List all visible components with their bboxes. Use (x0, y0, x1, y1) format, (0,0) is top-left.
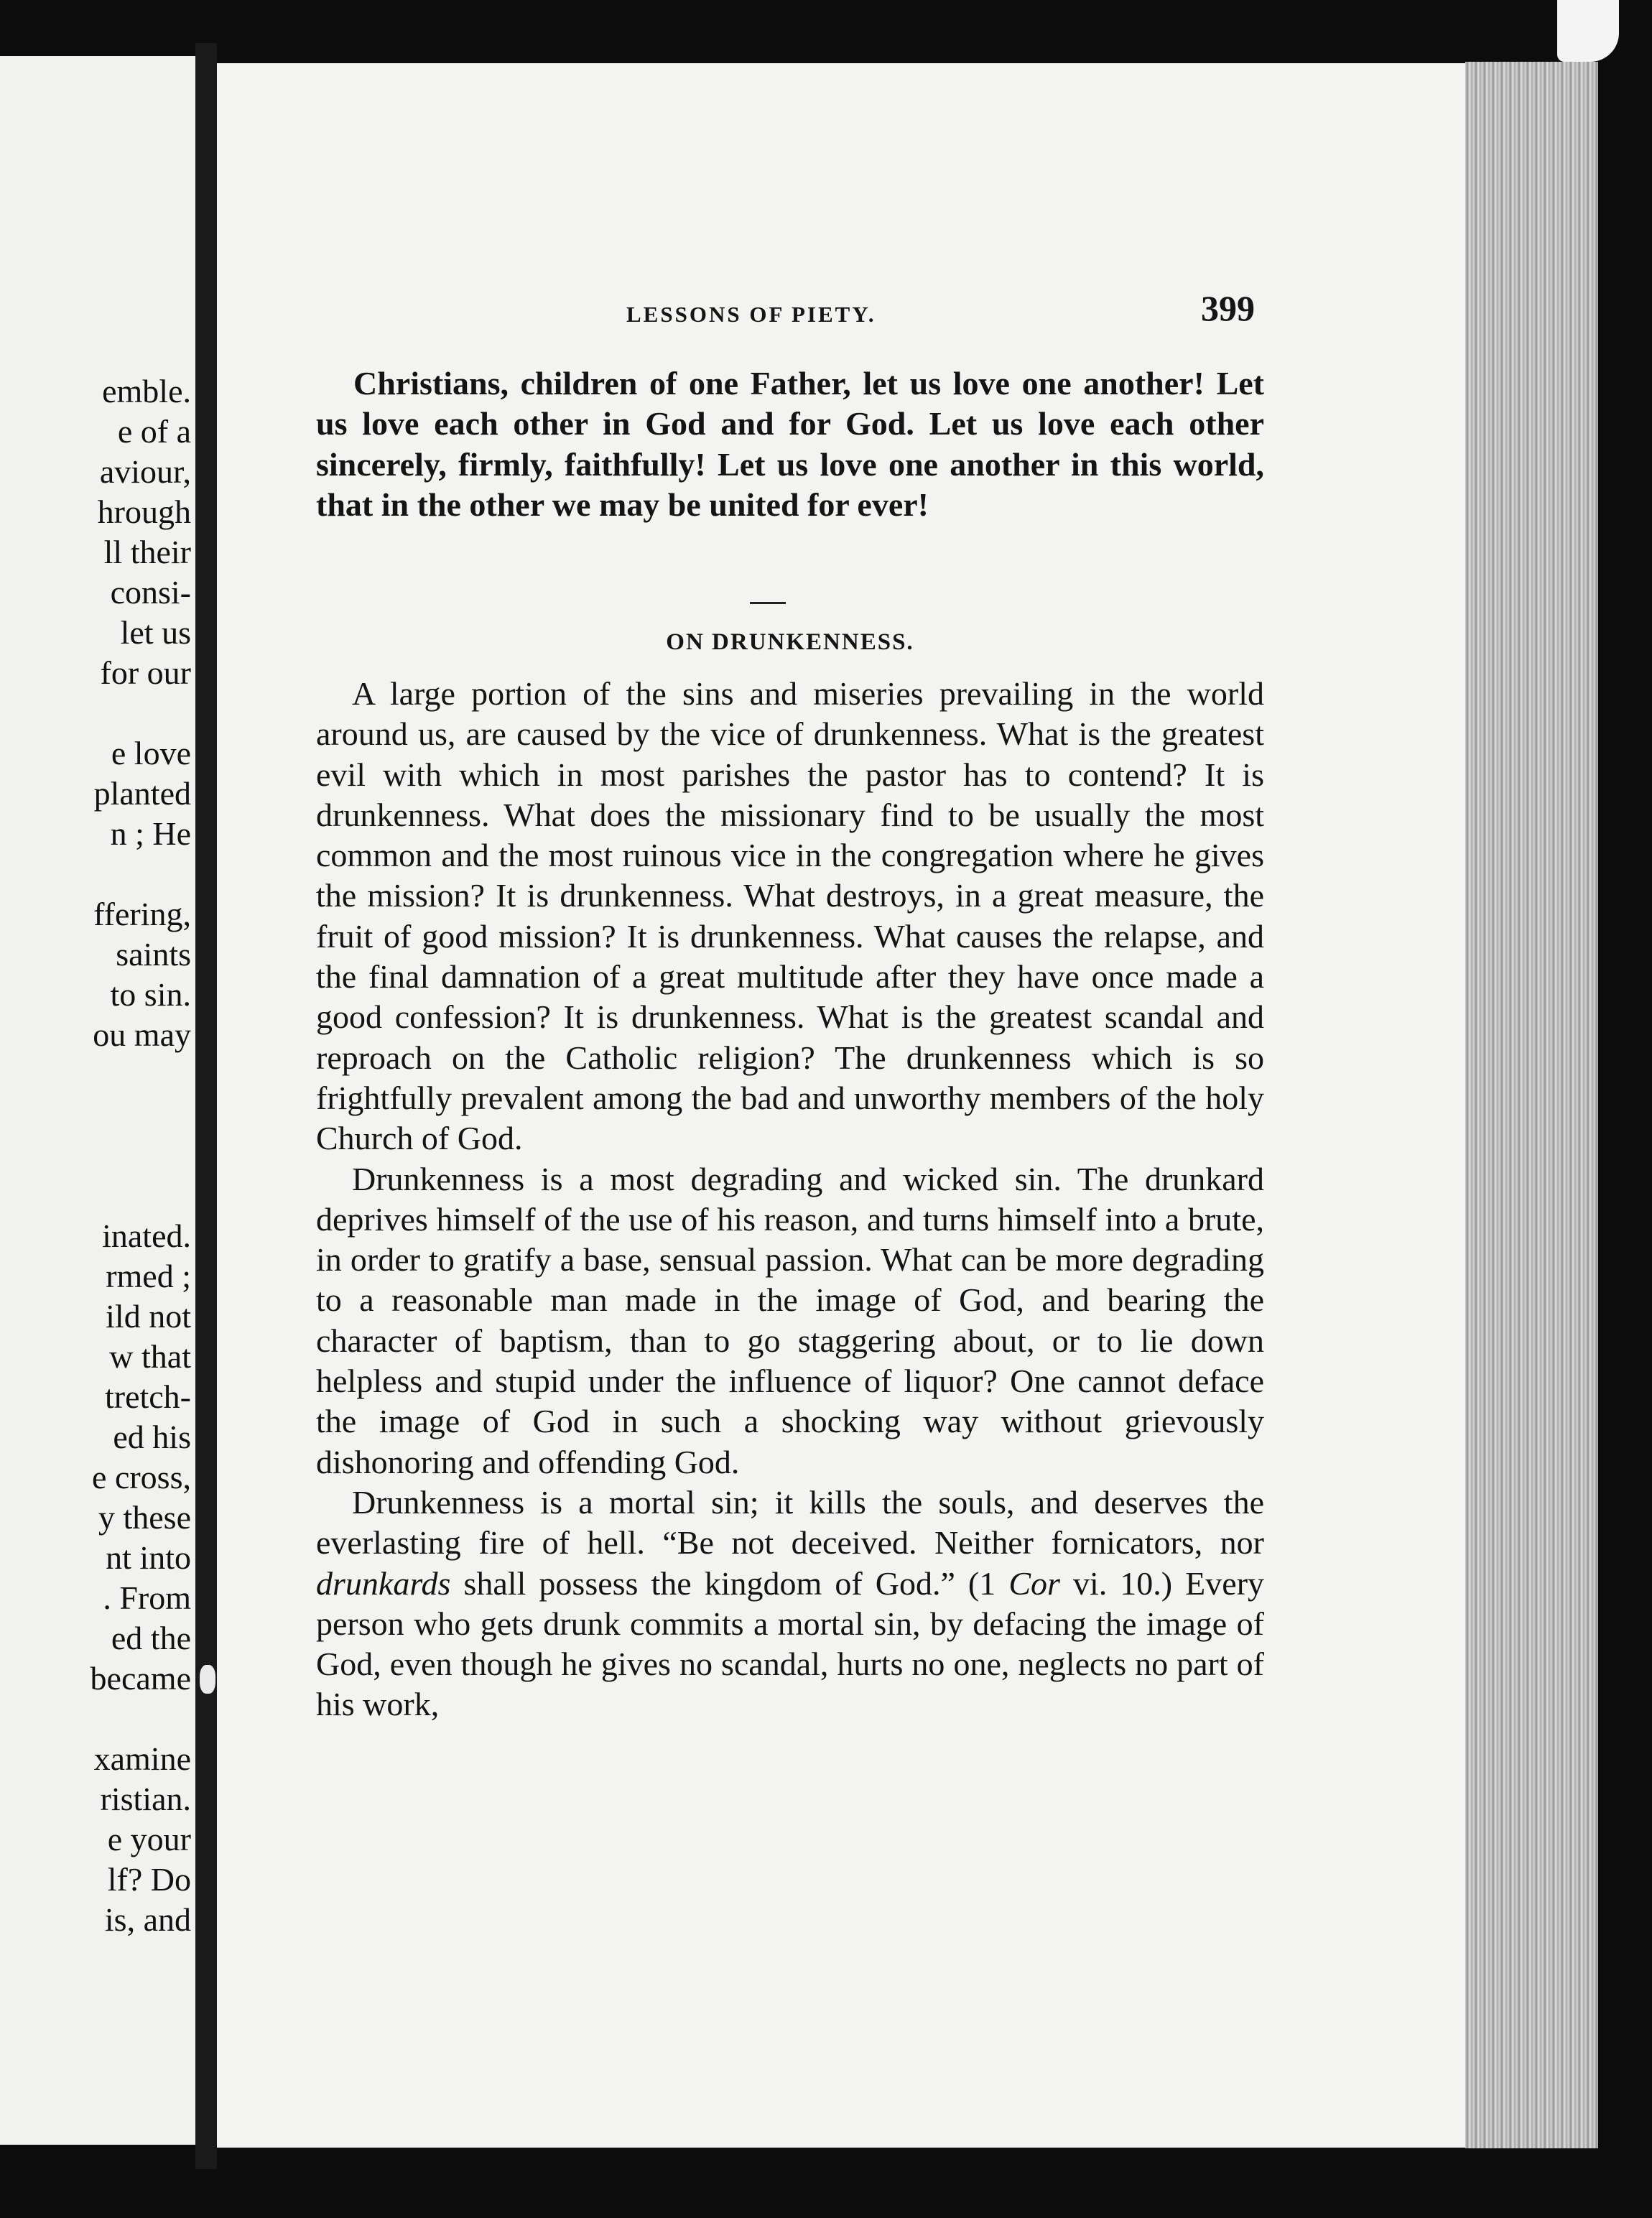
left-page-fragment: saints (116, 936, 191, 973)
left-facing-page (0, 56, 195, 2145)
left-page-fragment: e your (107, 1821, 191, 1857)
left-page-fragment: ristian. (100, 1781, 191, 1817)
left-page-fragment: lf? Do (107, 1861, 191, 1898)
left-page-fragment: nt into (106, 1539, 191, 1576)
left-page-fragment: . From (103, 1579, 191, 1616)
left-page-fragment: is, and (104, 1901, 191, 1938)
page-edges (1465, 62, 1598, 2148)
paragraph-degrading-sin: Drunkenness is a most degrading and wicked sin. The drunkard deprives himself of the use of his reason, and turns himself into a brute, in order to gratify a base, sensual passion. What can be more degrading to a reasonable man made in the image of God, and bearing the character of baptism, than to go staggering about, or to lie down helpless and stupid under the influence of liquor? One cannot deface the image of God in such a shocking way without grievously dishonoring and offending God. (316, 1160, 1264, 1480)
left-page-fragment: ed his (113, 1419, 191, 1455)
running-header: LESSONS OF PIETY. (626, 302, 876, 327)
section-heading: ON DRUNKENNESS. (666, 629, 914, 655)
left-page-fragment: planted (93, 775, 191, 812)
left-page-fragment: hrough (97, 493, 191, 530)
left-page-fragment: consi- (110, 574, 191, 611)
left-page-fragment: emble. (102, 373, 191, 409)
section-divider (750, 602, 786, 604)
left-page-fragment: tretch- (104, 1378, 191, 1415)
left-page-fragment: e of a (117, 413, 191, 450)
left-page-fragment: rmed ; (106, 1258, 191, 1294)
left-page-fragment: xamine (93, 1740, 191, 1777)
book-gutter (195, 43, 217, 2169)
left-page-fragment: aviour, (99, 453, 191, 490)
left-page-fragment: ffering, (93, 896, 191, 932)
left-page-fragment: e love (111, 735, 191, 771)
left-page-fragment: for our (100, 654, 191, 691)
left-page-fragment: ild not (106, 1298, 191, 1335)
left-page-fragment: let us (120, 614, 191, 651)
mortal-sin-text-2: shall possess the kingdom of God.” (1 (463, 1564, 996, 1602)
left-page-fragment: inated. (102, 1217, 191, 1254)
left-page-fragment: e cross, (92, 1459, 191, 1495)
left-page-fragment: ll their (103, 534, 191, 570)
opening-paragraph (316, 363, 1264, 525)
italic-citation: Cor (1008, 1564, 1060, 1602)
paper-blemish (200, 1665, 215, 1694)
left-page-fragment: ed the (111, 1620, 191, 1656)
left-page-fragment: ou may (93, 1016, 191, 1053)
paragraph-drunkenness-causes: A large portion of the sins and miseries prevailing in the world around us, are caused by the vice of drunkenness. What is the greatest evil with which in most parishes the pastor has to contend? It is drunkenness. What does the missionary find to be usually the most common and the most ruinous vice in the congregation where he gives the mission? It is drunkenness. What destroys, in a great measure, the fruit of good mission? It is drunkenness. What causes the relapse, and the final damnation of a great multitude after they have once made a good confession? It is drunkenness. What is the greatest scandal and reproach on the Catholic religion? The drunkenness which is so frightfully prevalent among the bad and unworthy members of the holy Church of God. (316, 675, 1264, 1157)
paragraph-mortal-sin (316, 1482, 1264, 1725)
mortal-sin-text-1: Drunkenness is a mortal sin; it kills the souls, and deserves the everlasting fire of hell. “Be not deceived. Neither fornicators, nor (316, 1483, 1264, 1562)
left-page-fragment: y these (98, 1499, 191, 1536)
page-number: 399 (1201, 288, 1255, 328)
section-body (316, 674, 1264, 1725)
mortal-sin-text-3: vi. 10.) Every person who gets drunk commits a mortal sin, by defacing the image of God, even though he gives no scandal, hurts no one, neglects no part of his work, (316, 1564, 1265, 1723)
left-page-fragment: became (90, 1660, 191, 1697)
italic-drunkards: drunkards (316, 1564, 451, 1602)
corner-tab (1557, 0, 1619, 62)
left-page-fragment: w that (109, 1338, 191, 1375)
opening-paragraph-text: Christians, children of one Father, let us love one another! Let us love each other in God and for God. Let us love each other sincerely, firmly, faithfully! Let us love one another in this world, that in the other we may be united for ever! (316, 365, 1264, 523)
left-page-fragment: to sin. (110, 976, 191, 1013)
left-page-fragment: n ; He (110, 815, 191, 852)
